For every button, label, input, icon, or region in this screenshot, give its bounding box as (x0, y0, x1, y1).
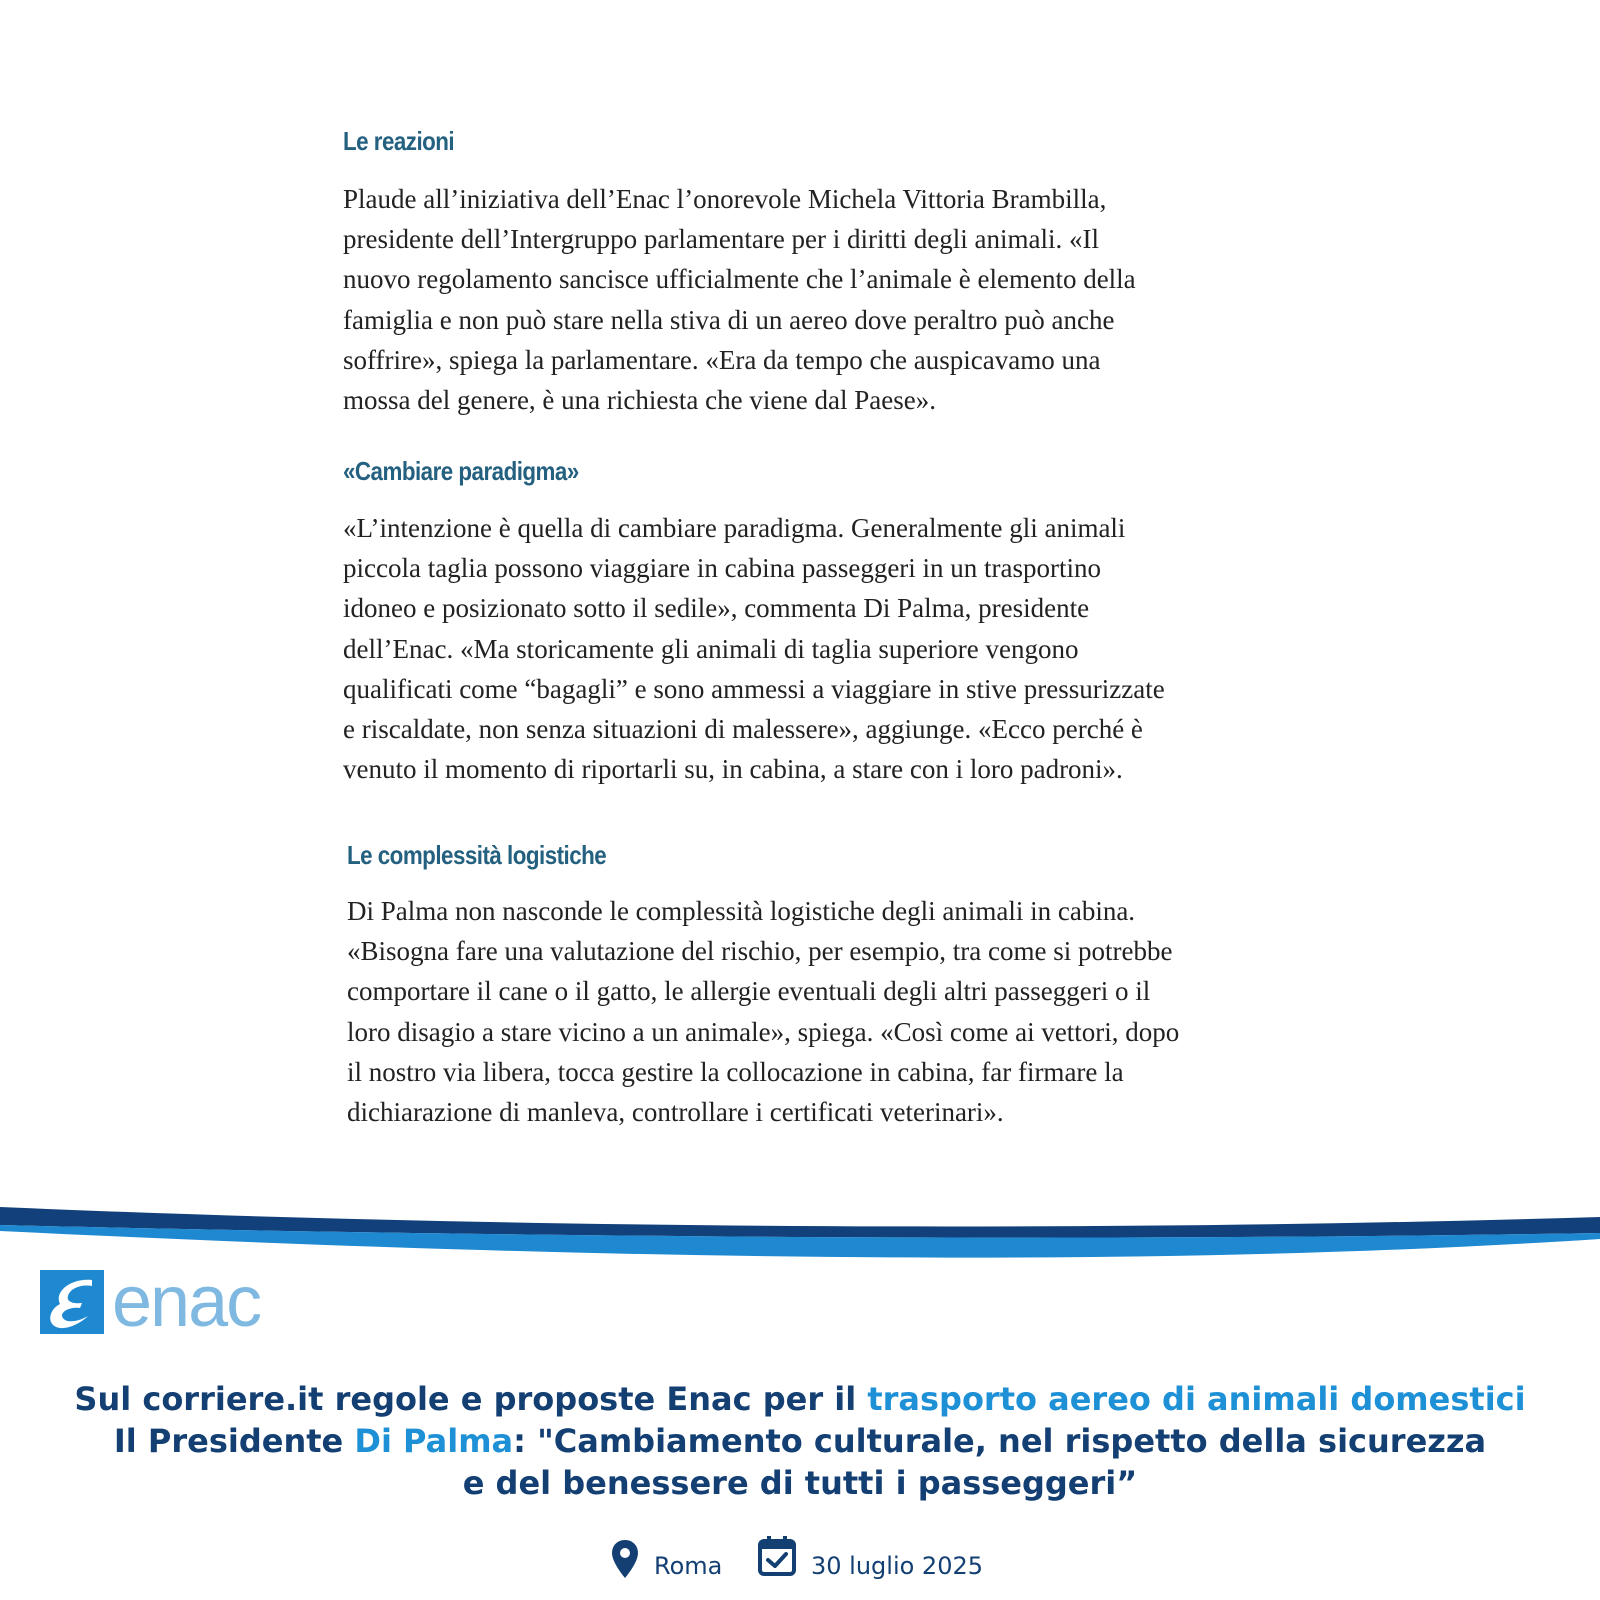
paragraph-line: qualificati come “bagagli” e sono ammessi a viaggiare in stive pressurizzate (343, 673, 1165, 704)
paragraph-line: comportare il cane o il gatto, le allergie eventuali degli altri passeggeri o il (347, 976, 1151, 1007)
section-paragraph (343, 179, 1303, 420)
calendar-check-icon (757, 1534, 797, 1578)
paragraph-line: e riscaldate, non senza situazioni di malessere», aggiunge. «Ecco perché è (343, 714, 1143, 745)
section-heading: Le complessità logistiche (347, 840, 607, 870)
section-heading: Le reazioni (343, 126, 455, 156)
paragraph-line: presidente dell’Intergruppo parlamentare per i diritti degli animali. «Il (343, 224, 1099, 255)
headline-text: Sul corriere.it regole e proposte Enac per il (74, 1380, 868, 1418)
date-label: 30 luglio 2025 (811, 1552, 984, 1580)
paragraph-line: «Bisogna fare una valutazione del rischio, per esempio, tra come si potrebbe (347, 936, 1173, 967)
paragraph-line: dell’Enac. «Ma storicamente gli animali di taglia superiore vengono (343, 633, 1079, 664)
headline-text: Il Presidente (113, 1422, 355, 1460)
headline-accent: Di Palma (354, 1422, 514, 1460)
section-paragraph (343, 508, 1303, 789)
meta-info (0, 1538, 1600, 1586)
paragraph-line: piccola taglia possono viaggiare in cabina passeggeri in un trasportino (343, 553, 1102, 584)
headline-accent: trasporto aereo di animali domestici (867, 1380, 1526, 1418)
map-pin-icon (610, 1538, 640, 1580)
paragraph-line: il nostro via libera, tocca gestire la collocazione in cabina, far firmare la (347, 1056, 1124, 1087)
paragraph-line: Di Palma non nasconde le complessità logistiche degli animali in cabina. (347, 896, 1136, 926)
paragraph-line: famiglia e non può stare nella stiva di un aereo dove peraltro può anche (343, 304, 1115, 335)
location-label: Roma (654, 1552, 723, 1580)
paragraph-line: loro disagio a stare vicino a un animale», spiega. «Così come ai vettori, dopo (347, 1016, 1180, 1047)
paragraph-line: «L’intenzione è quella di cambiare paradigma. Generalmente gli animali (343, 513, 1126, 543)
paragraph-line: idoneo e posizionato sotto il sedile», commenta Di Palma, presidente (343, 593, 1090, 624)
date (757, 1538, 997, 1586)
headline-text: : "Cambiamento culturale, nel rispetto della sicurezza (513, 1422, 1487, 1460)
paragraph-line: soffrire», spiega la parlamentare. «Era da tempo che auspicavamo una (343, 344, 1101, 375)
paragraph-line: nuovo regolamento sancisce ufficialmente che l’animale è elemento della (343, 264, 1136, 295)
section-paragraph (347, 891, 1307, 1132)
headline (0, 1378, 1600, 1504)
headline-line-3: e del benessere di tutti i passeggeri” (462, 1464, 1138, 1502)
section-heading: «Cambiare paradigma» (343, 456, 579, 486)
paragraph-line: mossa del genere, è una richiesta che viene dal Paese». (343, 385, 936, 416)
paragraph-line: venuto il momento di riportarli su, in cabina, a stare con i loro padroni». (343, 754, 1123, 785)
headline-line-2 (0, 1420, 1600, 1462)
headline-line-1 (0, 1378, 1600, 1420)
location (610, 1538, 730, 1586)
logo-wordmark: enac (112, 1262, 261, 1342)
paragraph-line: Plaude all’iniziativa dell’Enac l’onorevole Michela Vittoria Brambilla, (343, 184, 1107, 214)
enac-swoosh-icon (40, 1270, 104, 1334)
paragraph-line: dichiarazione di manleva, controllare i certificati veterinari». (347, 1097, 1004, 1128)
enac-logo (40, 1262, 300, 1342)
